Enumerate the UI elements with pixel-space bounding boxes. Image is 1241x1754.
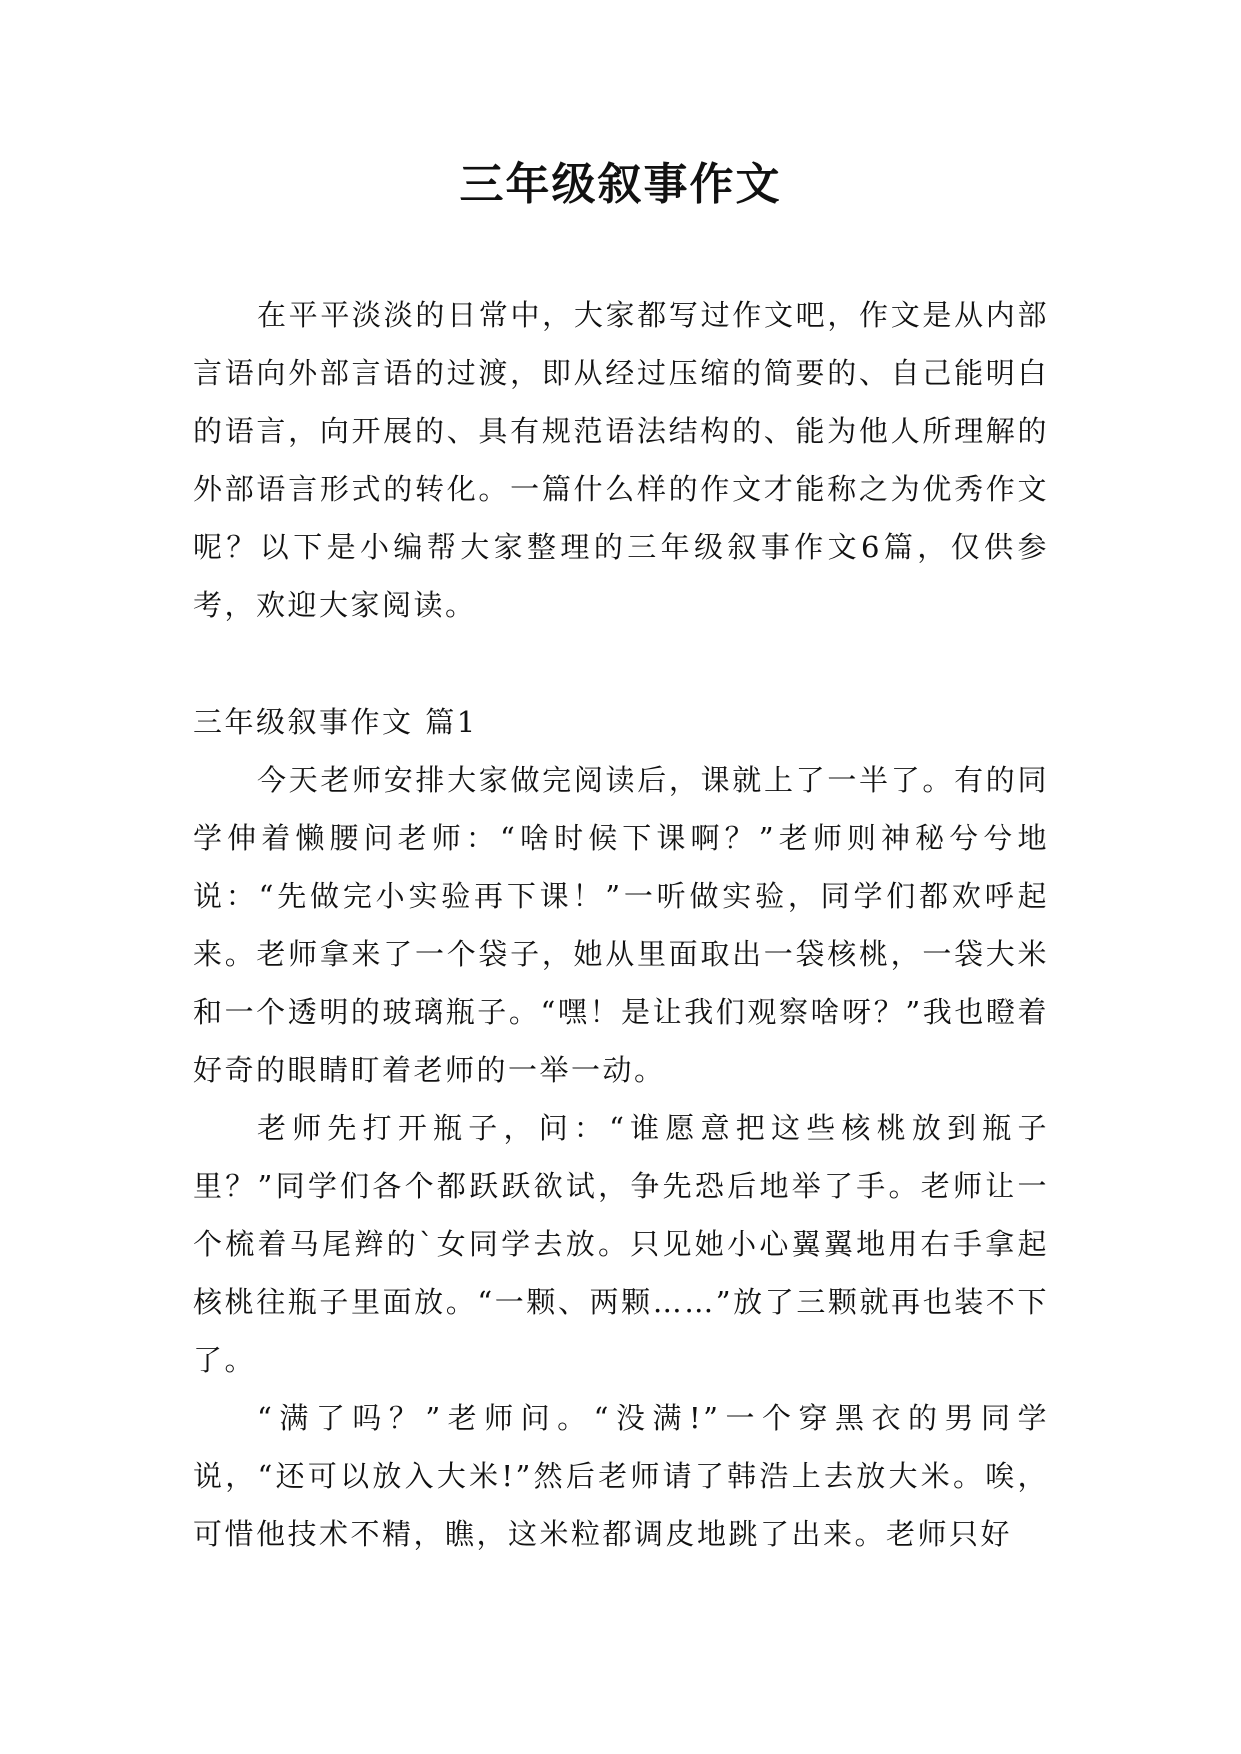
document-title: 三年级叙事作文 <box>459 159 782 210</box>
story-paragraph-1: 今天老师安排大家做完阅读后，课就上了一半了。有的同学伸着懒腰问老师：“啥时候下课啊？”老师则神秘兮兮地说：“先做完小实验再下课！”一听做实验，同学们都欢呼起来。老师拿来了一个袋子，她从里面取出一袋核桃，一袋大米和一个透明的玻璃瓶子。“嘿！是让我们观察啥呀？”我也瞪着好奇的眼睛盯着老师的一举一动。 <box>193 763 1049 1087</box>
story-paragraph-2: 老师先打开瓶子，问：“谁愿意把这些核桃放到瓶子里？”同学们各个都跃跃欲试，争先恐后地举了手。老师让一个梳着马尾辫的`女同学去放。只见她小心翼翼地用右手拿起核桃往瓶子里面放。“一颗、两颗……”放了三颗就再也装不下了。 <box>193 1111 1049 1377</box>
intro-paragraph: 在平平淡淡的日常中，大家都写过作文吧，作文是从内部言语向外部言语的过渡，即从经过压缩的简要的、自己能明白的语言，向开展的、具有规范语法结构的、能为他人所理解的外部语言形式的转化。一篇什么样的作文才能称之为优秀作文呢？以下是小编帮大家整理的三年级叙事作文6篇，仅供参考，欢迎大家阅读。 <box>193 298 1049 622</box>
story-paragraph-3: “满了吗？”老师问。“没满!”一个穿黑衣的男同学说，“还可以放入大米!”然后老师请了韩浩上去放大米。唉，可惜他技术不精，瞧，这米粒都调皮地跳了出来。老师只好 <box>193 1401 1049 1551</box>
section-heading: 三年级叙事作文 篇1 <box>193 705 478 739</box>
